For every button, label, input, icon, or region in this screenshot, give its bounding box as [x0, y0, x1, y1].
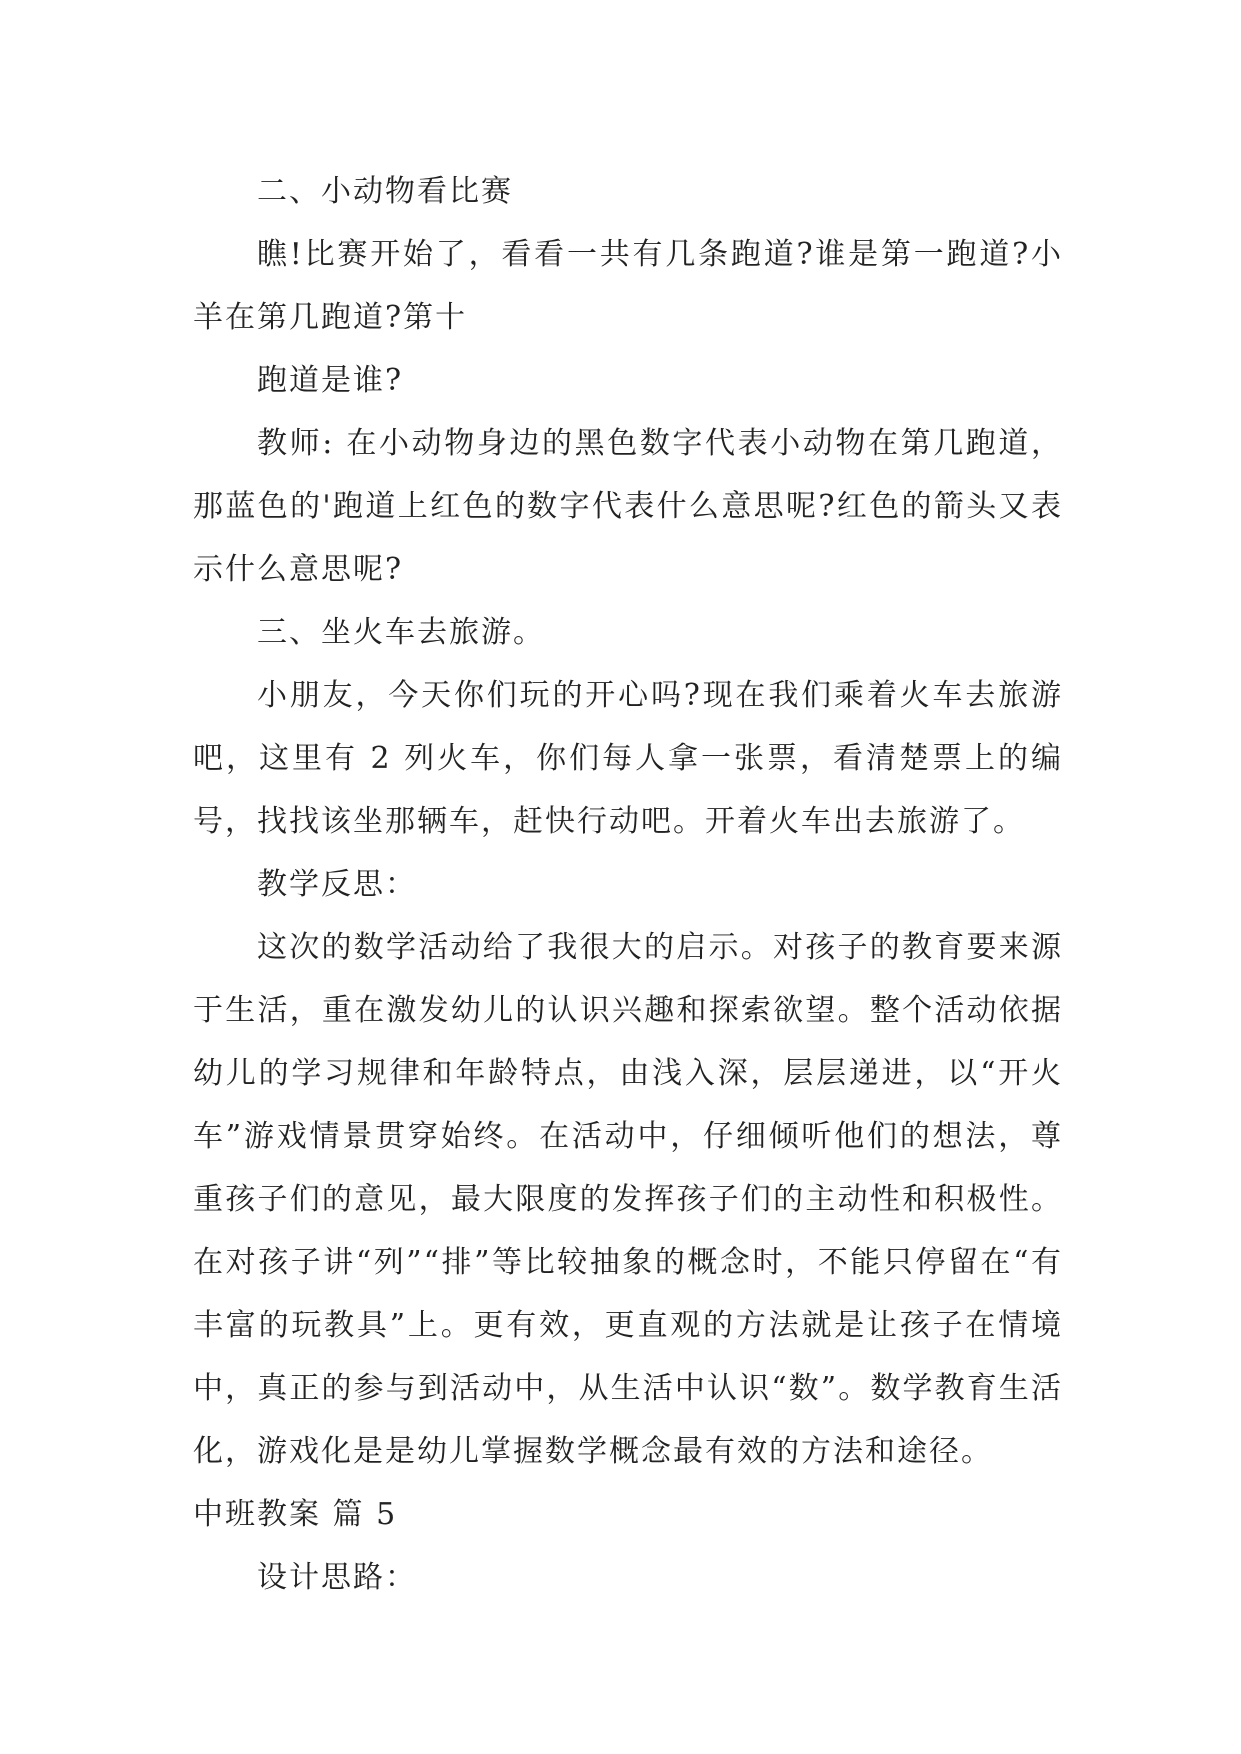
paragraph-race-start: 瞧!比赛开始了，看看一共有几条跑道?谁是第一跑道?小羊在第几跑道?第十 — [193, 237, 1063, 335]
paragraph-teacher-question: 教师: 在小动物身边的黑色数字代表小动物在第几跑道，那蓝色的'跑道上红色的数字代表什么意思呢?红色的箭头又表示什么意思呢? — [193, 426, 1063, 587]
section-heading-design-idea: 设计思路： — [257, 1560, 417, 1595]
paragraph-reflection: 这次的数学活动给了我很大的启示。对孩子的教育要来源于生活，重在激发幼儿的认识兴趣和探索欲望。整个活动依据幼儿的学习规律和年龄特点，由浅入深，层层递进，以“开火车”游戏情景贯穿始终。在活动中，仔细倾听他们的想法，尊重孩子们的意见，最大限度的发挥孩子们的主动性和积极性。在对孩子讲“列”“排”等比较抽象的概念时，不能只停留在“有丰富的玩教具”上。更有效，更直观的方法就是让孩子在情境中，真正的参与到活动中，从生活中认识“数”。数学教育生活化，游戏化是是幼儿掌握数学概念最有效的方法和途径。 — [193, 930, 1063, 1469]
paragraph-train-activity: 小朋友，今天你们玩的开心吗?现在我们乘着火车去旅游吧，这里有 2 列火车，你们每人拿一张票，看清楚票上的编号，找找该坐那辆车，赶快行动吧。开着火车出去旅游了。 — [193, 678, 1063, 839]
document-body — [193, 160, 1063, 1609]
section-heading-reflection: 教学反思： — [257, 867, 417, 902]
lesson-plan-title: 中班教案 篇 5 — [193, 1497, 398, 1532]
paragraph-tenth-lane: 跑道是谁? — [257, 363, 404, 398]
section-heading-watch-race: 二、小动物看比赛 — [257, 174, 513, 209]
section-heading-train-trip: 三、坐火车去旅游。 — [257, 615, 545, 650]
